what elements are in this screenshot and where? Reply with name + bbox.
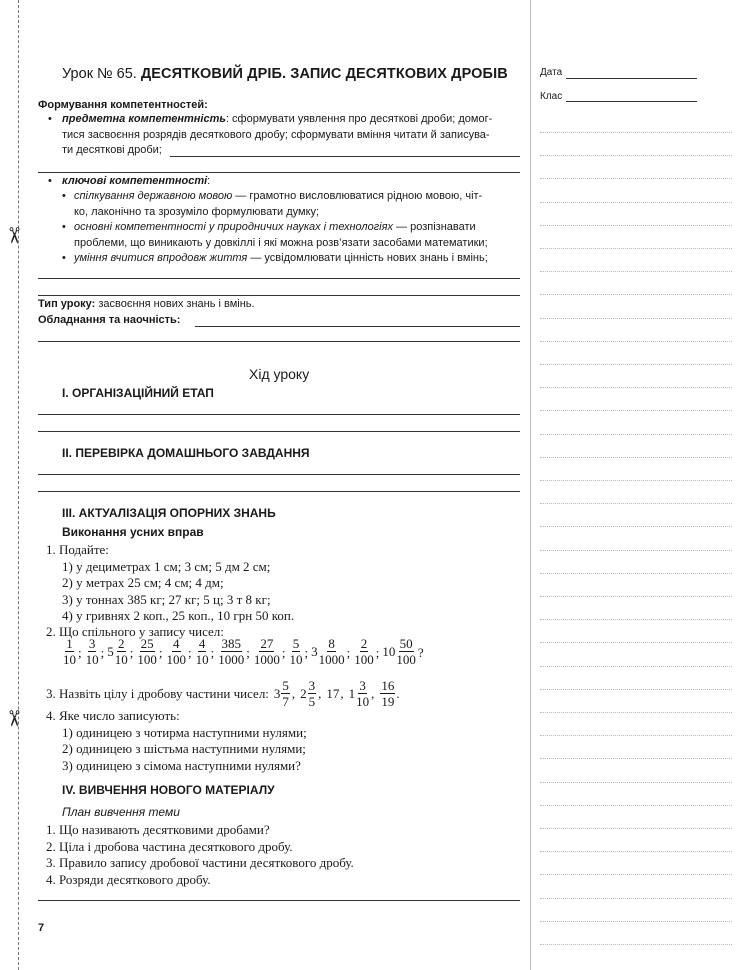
notes-line[interactable] (540, 712, 732, 713)
notes-line[interactable] (540, 573, 732, 574)
notes-line[interactable] (540, 364, 732, 365)
notes-line[interactable] (540, 271, 732, 272)
exercise-item: 1) у дециметрах 1 см; 3 см; 5 дм 2 см; (62, 558, 271, 574)
notes-line[interactable] (540, 480, 732, 481)
notes-line[interactable] (540, 457, 732, 458)
fraction (136, 636, 158, 667)
denominator: 7 (282, 694, 289, 709)
denominator: 10 (85, 652, 99, 667)
subject-competence-line3: ти десяткові дроби; (62, 144, 162, 156)
bullet-icon: • (48, 113, 52, 125)
fraction (274, 678, 291, 709)
denominator: 1000 (253, 652, 280, 667)
notes-line[interactable] (540, 619, 732, 620)
separator: ; (246, 645, 250, 660)
fraction (289, 636, 304, 667)
whole-part: 10 (382, 643, 396, 659)
fraction-body (218, 636, 244, 667)
notes-margin-divider (530, 0, 531, 970)
key-competences-label: ключові компетентності (62, 175, 208, 187)
fraction (107, 636, 129, 667)
exercise-3 (46, 678, 400, 709)
blank-line[interactable] (38, 431, 520, 432)
notes-line[interactable] (540, 132, 732, 133)
bullet-icon: • (62, 221, 66, 233)
notes-line[interactable] (540, 944, 732, 945)
blank-line[interactable] (38, 414, 520, 415)
page-number: 7 (38, 922, 45, 934)
notes-line[interactable] (540, 898, 732, 899)
separator: ; (100, 645, 105, 660)
denominator: 100 (137, 652, 157, 667)
key-item (74, 220, 476, 236)
fraction (85, 636, 100, 667)
numerator: 2 (360, 636, 368, 651)
denominator: 10 (195, 652, 209, 667)
whole-part: 5 (107, 643, 114, 659)
fraction-body (356, 678, 369, 709)
notes-line[interactable] (540, 526, 732, 527)
key-item-text: — усвідомлювати цінність нових знань і вмінь; (247, 252, 488, 264)
notes-line[interactable] (540, 155, 732, 156)
notes-line[interactable] (540, 666, 732, 667)
exercise-item: 2) одиницею з шістьма наступними нулями; (62, 741, 306, 756)
notes-line[interactable] (540, 642, 732, 643)
subject-competence-line2: тися засвоєння розрядів десяткового дробу; сформувати вміння читати й записува- (62, 128, 490, 141)
key-item (74, 189, 482, 205)
fraction-body (290, 636, 303, 667)
divider-line (38, 172, 520, 173)
notes-line[interactable] (540, 828, 732, 829)
denominator: 5 (308, 694, 316, 709)
whole-part: 3 (273, 685, 281, 701)
separator: ; (281, 645, 286, 660)
plan-item: 1. Що називають десятковими дробами? (46, 822, 270, 837)
date-field[interactable] (566, 78, 697, 79)
notes-line[interactable] (540, 596, 732, 597)
blank-line[interactable] (38, 474, 520, 475)
fraction (311, 636, 346, 667)
separator: , (291, 685, 296, 701)
notes-line[interactable] (540, 851, 732, 852)
fraction (195, 636, 210, 667)
fraction-body (281, 678, 290, 709)
notes-line[interactable] (540, 735, 732, 736)
lesson-type-value: засвоєння нових знань і вмінь. (95, 298, 255, 310)
notes-line[interactable] (540, 805, 732, 806)
denominator: 10 (63, 652, 76, 667)
fraction-body (63, 636, 76, 667)
denominator: 10 (289, 652, 303, 667)
notes-line[interactable] (540, 248, 732, 249)
notes-line[interactable] (540, 782, 732, 783)
numerator: 25 (140, 636, 154, 651)
denominator: 100 (166, 652, 186, 667)
key-competences (62, 174, 210, 190)
lesson-number: Урок № 65. (62, 66, 137, 82)
whole-part: 2 (300, 685, 307, 701)
fraction (353, 636, 375, 667)
bullet-icon: • (62, 252, 66, 264)
key-item-label: основні компетентності у природничих науках і технологіях (74, 221, 393, 233)
fraction (382, 636, 417, 667)
notes-line[interactable] (540, 202, 732, 203)
key-item-text: — грамотно висловлюватися рідною мовою, чіт- (232, 190, 483, 202)
end-mark: . (396, 685, 400, 701)
lesson-topic: ДЕСЯТКОВИЙ ДРІБ. ЗАПИС ДЕСЯТКОВИХ ДРОБІВ (140, 66, 508, 82)
fraction (62, 636, 77, 667)
number: 17 (326, 685, 340, 701)
exercise-1-title: 1. Подайте: (46, 542, 109, 557)
lesson-title (62, 66, 508, 82)
notes-line[interactable] (540, 178, 732, 179)
key-item-label: спілкування державною мовою (74, 190, 233, 202)
numerator: 1 (66, 636, 73, 651)
notes-line[interactable] (540, 550, 732, 551)
lesson-type-label: Тип уроку: (38, 298, 96, 310)
plan-item: 2. Ціла і дробова частина десяткового дробу. (46, 838, 293, 854)
notes-line[interactable] (540, 341, 732, 342)
date-label: Дата (540, 67, 563, 78)
denominator: 100 (354, 652, 374, 667)
denominator: 100 (396, 652, 416, 667)
fraction-list (62, 636, 427, 667)
exercise-item: 3) одиницею з сімома наступними нулями? (62, 757, 301, 773)
section-heading: I. ОРГАНІЗАЦІЙНИЙ ЕТАП (62, 386, 214, 400)
key-competences-colon: : (207, 175, 211, 187)
cut-line (18, 0, 19, 970)
bullet-icon: • (48, 175, 52, 187)
exercise-item: 1) одиницею з чотирма наступними нулями; (62, 724, 307, 740)
fraction-body (380, 678, 395, 709)
numerator: 385 (221, 636, 241, 651)
numerator: 4 (173, 636, 180, 651)
fraction-body (354, 636, 374, 667)
notes-line[interactable] (540, 689, 732, 690)
separator: ; (304, 645, 309, 660)
scissors-icon: ✂ (0, 709, 26, 728)
notes-line[interactable] (540, 434, 732, 435)
exercise-item: 3) у тоннах 385 кг; 27 кг; 5 ц; 3 т 8 кг; (62, 591, 271, 607)
numerator: 50 (399, 636, 413, 651)
fraction-body (115, 636, 128, 667)
notes-line[interactable] (540, 225, 732, 226)
fraction (253, 636, 281, 667)
notes-line[interactable] (540, 318, 732, 319)
blank-line[interactable] (38, 295, 520, 296)
denominator: 10 (356, 694, 370, 709)
fraction-body (308, 678, 317, 709)
exercise-4-title: 4. Яке число записують: (46, 708, 180, 723)
separator: ; (346, 645, 351, 660)
whole-part: 3 (311, 643, 318, 659)
course-title: Хід уроку (249, 366, 310, 382)
subject-competence-text: : сформувати уявлення про десяткові дроби; домог- (225, 113, 493, 125)
blank-line[interactable] (38, 341, 520, 342)
fraction-body (319, 636, 345, 667)
key-item (74, 251, 488, 267)
numerator: 3 (308, 678, 316, 693)
blank-line[interactable] (38, 491, 520, 492)
separator: , (318, 685, 322, 701)
notes-line[interactable] (540, 921, 732, 922)
separator: ; (188, 645, 192, 660)
exercise-2-title: 2. Що спільного у запису чисел: (46, 624, 224, 639)
competences-heading: Формування компетентностей: (38, 99, 208, 111)
separator: , (340, 685, 344, 701)
plan-item: 4. Розряди десяткового дробу. (46, 871, 211, 887)
key-item-line2: проблеми, що виникають у довкіллі і які можна розв’язати засобами математики; (74, 236, 488, 249)
equipment-label: Обладнання та наочність: (38, 314, 181, 326)
separator: ; (210, 645, 215, 660)
notes-line[interactable] (540, 294, 732, 295)
fill-in-line[interactable] (170, 156, 520, 157)
denominator: 1000 (318, 652, 345, 667)
plan-heading: План вивчення теми (62, 805, 180, 819)
denominator: 1000 (218, 652, 245, 667)
blank-line[interactable] (38, 278, 520, 279)
exercise-3-title: 3. Назвіть цілу і дробову частини чисел: (46, 685, 269, 701)
numerator: 2 (118, 636, 125, 651)
separator: ; (158, 645, 163, 660)
notes-line[interactable] (540, 410, 732, 411)
blank-line[interactable] (38, 900, 520, 901)
plan-item: 3. Правило запису дробової частини десяткового дробу. (46, 855, 354, 870)
section-heading: IV. ВИВЧЕННЯ НОВОГО МАТЕРІАЛУ (62, 783, 275, 797)
key-item-line2: ко, лаконічно та зрозуміло формулювати думку; (74, 205, 320, 218)
fraction (217, 636, 245, 667)
fraction-body (86, 636, 99, 667)
section-heading: III. АКТУАЛІЗАЦІЯ ОПОРНИХ ЗНАНЬ (62, 506, 276, 520)
numerator: 16 (381, 678, 395, 693)
numerator: 27 (260, 636, 274, 651)
key-item-text: — розпізнавати (392, 221, 476, 233)
bullet-icon: • (62, 190, 66, 202)
mixed-number-list (274, 678, 400, 709)
subject-competence (62, 112, 492, 128)
fraction-body (167, 636, 187, 667)
notes-line[interactable] (540, 503, 732, 504)
numerator: 3 (88, 636, 96, 651)
lesson-type (38, 297, 255, 313)
fraction-body (254, 636, 280, 667)
numerator: 4 (198, 636, 206, 651)
denominator: 10 (114, 652, 128, 667)
section-heading: II. ПЕРЕВІРКА ДОМАШНЬОГО ЗАВДАННЯ (62, 446, 310, 460)
equipment-field[interactable] (195, 326, 520, 327)
denominator: 19 (381, 694, 395, 709)
end-mark: ? (417, 645, 424, 660)
separator: , (371, 685, 375, 701)
class-field[interactable] (566, 101, 697, 102)
separator: ; (129, 645, 134, 660)
fraction (166, 636, 188, 667)
fraction-body (396, 636, 416, 667)
class-label: Клас (540, 91, 563, 102)
whole-part: 1 (348, 685, 356, 701)
notes-line[interactable] (540, 758, 732, 759)
fraction-body (196, 636, 209, 667)
key-item-label: уміння вчитися впродовж життя (74, 252, 248, 264)
fraction (379, 678, 396, 709)
fraction (300, 678, 317, 709)
subject-competence-label: предметна компетентність (62, 113, 226, 125)
numerator: 8 (328, 636, 335, 651)
subsection-heading: Виконання усних вправ (62, 525, 204, 539)
separator: ; (375, 645, 380, 660)
numerator: 5 (292, 636, 300, 651)
scissors-icon: ✂ (0, 226, 26, 245)
numerator: 5 (282, 678, 289, 693)
fraction-body (137, 636, 157, 667)
notes-line[interactable] (540, 387, 732, 388)
notes-line[interactable] (540, 874, 732, 875)
exercise-item: 4) у гривнях 2 коп., 25 коп., 10 грн 50 коп. (62, 608, 295, 623)
exercise-item: 2) у метрах 25 см; 4 см; 4 дм; (62, 575, 224, 590)
numerator: 3 (359, 678, 366, 693)
separator: ; (78, 645, 82, 660)
fraction (349, 678, 371, 709)
